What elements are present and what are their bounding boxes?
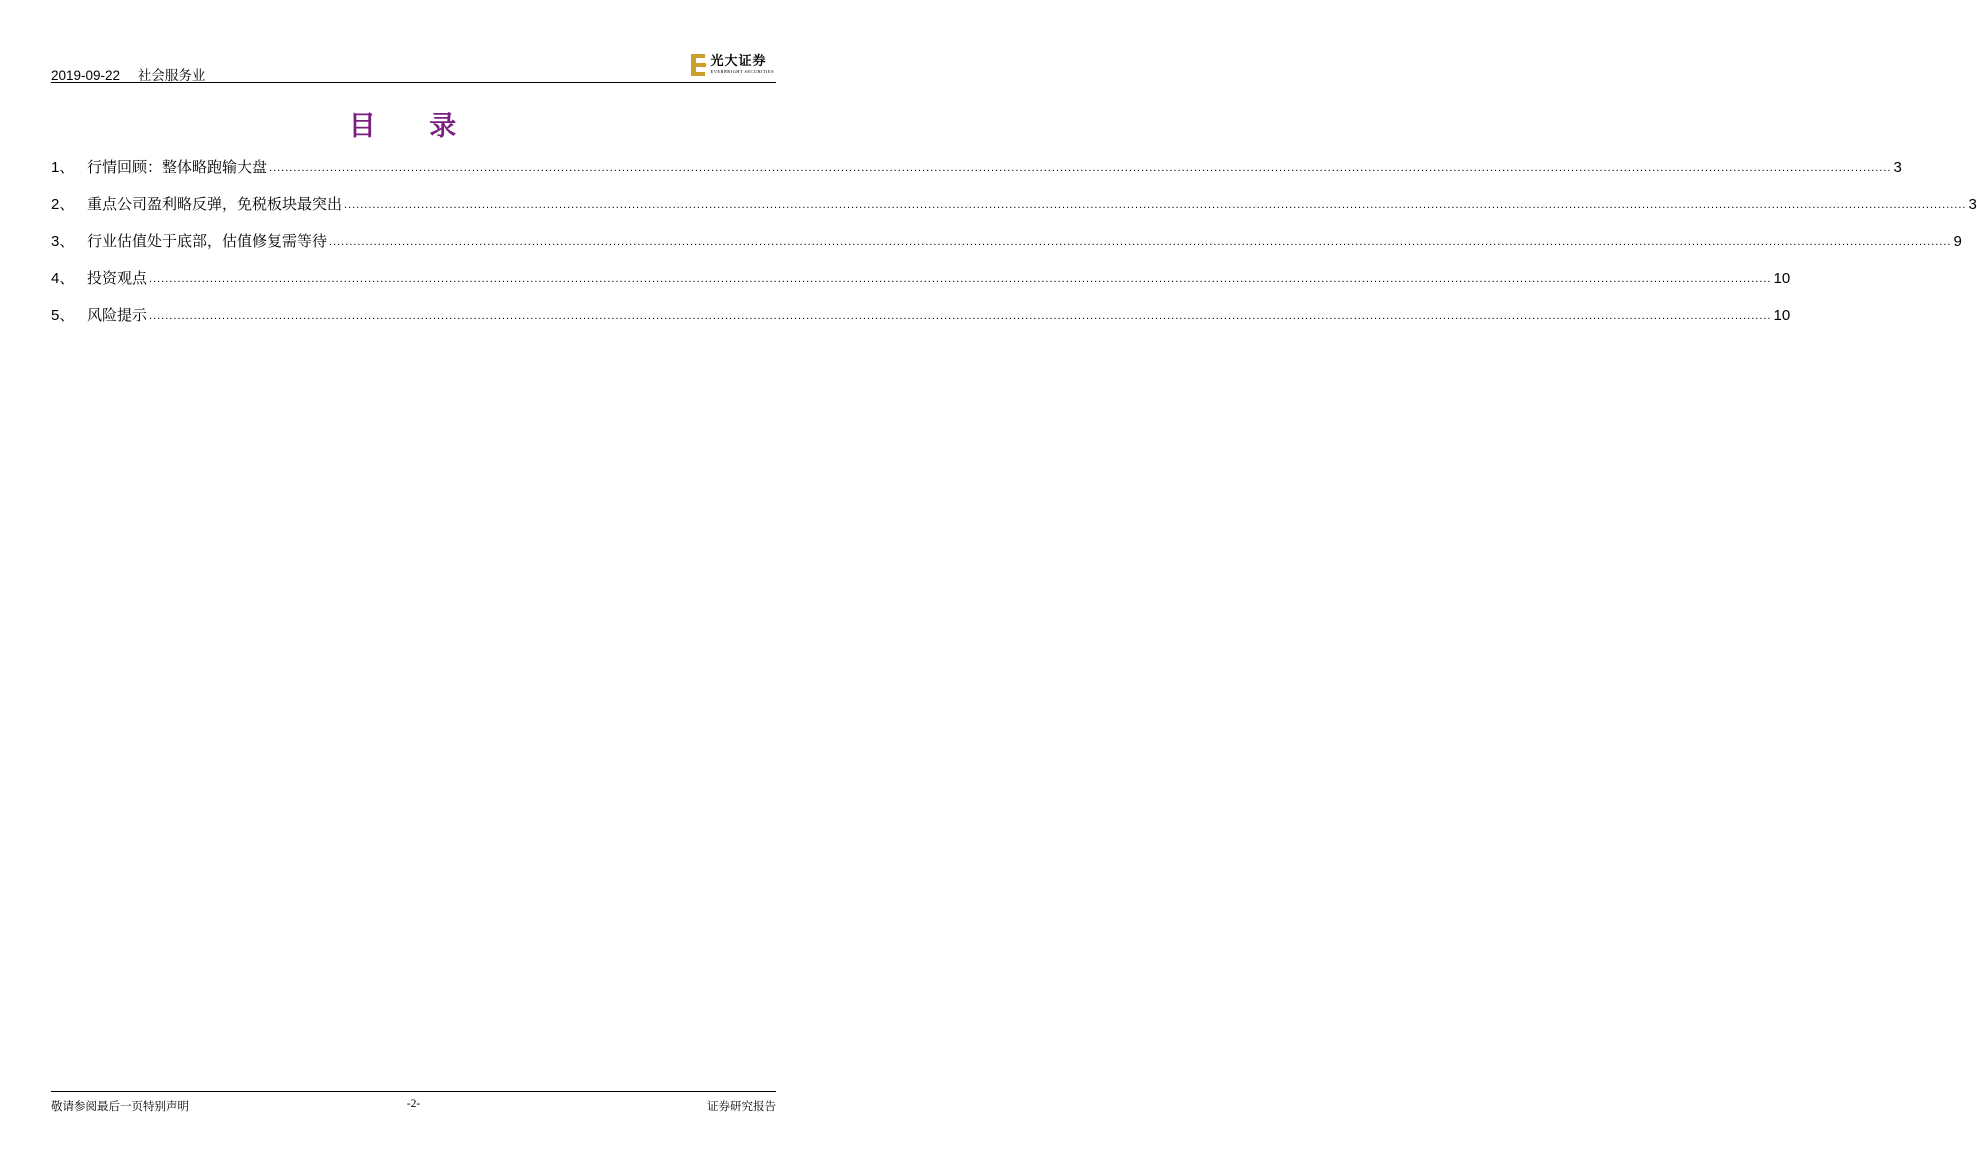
toc-item-number: 1、 xyxy=(51,159,75,176)
toc-item-page: 3 xyxy=(1893,159,1902,176)
toc-title: 目 录 xyxy=(348,111,479,142)
toc-item[interactable] xyxy=(51,269,1791,306)
toc-item-text: 风险提示 xyxy=(87,307,148,324)
toc-item[interactable] xyxy=(51,306,1791,343)
toc-item-text: 行情回顾：整体略跑输大盘 xyxy=(87,159,268,176)
toc-item-page: 3 xyxy=(1968,196,1977,213)
toc-item-text: 重点公司盈利略反弹，免税板块最突出 xyxy=(87,196,343,213)
footer-disclaimer: 敬请参阅最后一页特别声明 xyxy=(51,1101,189,1113)
industry-label: 社会服务业 xyxy=(137,68,206,83)
toc-leader-dots: ................................................................................................................................................................................................................................................................................................................................................................................................................ xyxy=(329,236,1952,248)
toc-leader-dots: ................................................................................................................................................................................................................................................................................................................................................................................................................ xyxy=(269,162,1892,174)
toc-item[interactable] xyxy=(51,195,1977,232)
report-date: 2019-09-22 xyxy=(51,68,121,83)
logo-text-cn: 光大证券 xyxy=(710,54,767,69)
toc-item-page: 9 xyxy=(1953,233,1962,250)
toc-leader-dots: ................................................................................................................................................................................................................................................................................................................................................................................................................ xyxy=(149,310,1772,322)
toc-item-number: 5、 xyxy=(51,307,75,324)
table-of-contents xyxy=(51,158,1977,343)
toc-item[interactable] xyxy=(51,158,1902,195)
company-logo xyxy=(691,52,774,78)
toc-item-page: 10 xyxy=(1773,270,1791,287)
page-footer xyxy=(51,1091,776,1114)
toc-leader-dots: ................................................................................................................................................................................................................................................................................................................................................................................................................ xyxy=(149,273,1772,285)
toc-item-number: 2、 xyxy=(51,196,75,213)
page-header xyxy=(51,52,776,83)
header-meta xyxy=(51,64,219,84)
page-number: -2- xyxy=(406,1098,421,1110)
logo-text-en: EVERBRIGHT SECURITIES xyxy=(710,69,774,74)
toc-item-text: 行业估值处于底部，估值修复需等待 xyxy=(87,233,328,250)
toc-item-page: 10 xyxy=(1773,307,1791,324)
toc-item-text: 投资观点 xyxy=(87,270,148,287)
toc-item-number: 3、 xyxy=(51,233,75,250)
toc-item[interactable] xyxy=(51,232,1962,269)
footer-report-type: 证券研究报告 xyxy=(707,1101,776,1113)
toc-leader-dots: ................................................................................................................................................................................................................................................................................................................................................................................................................ xyxy=(344,199,1967,211)
toc-item-number: 4、 xyxy=(51,270,75,287)
everbright-logo-icon xyxy=(691,54,707,76)
